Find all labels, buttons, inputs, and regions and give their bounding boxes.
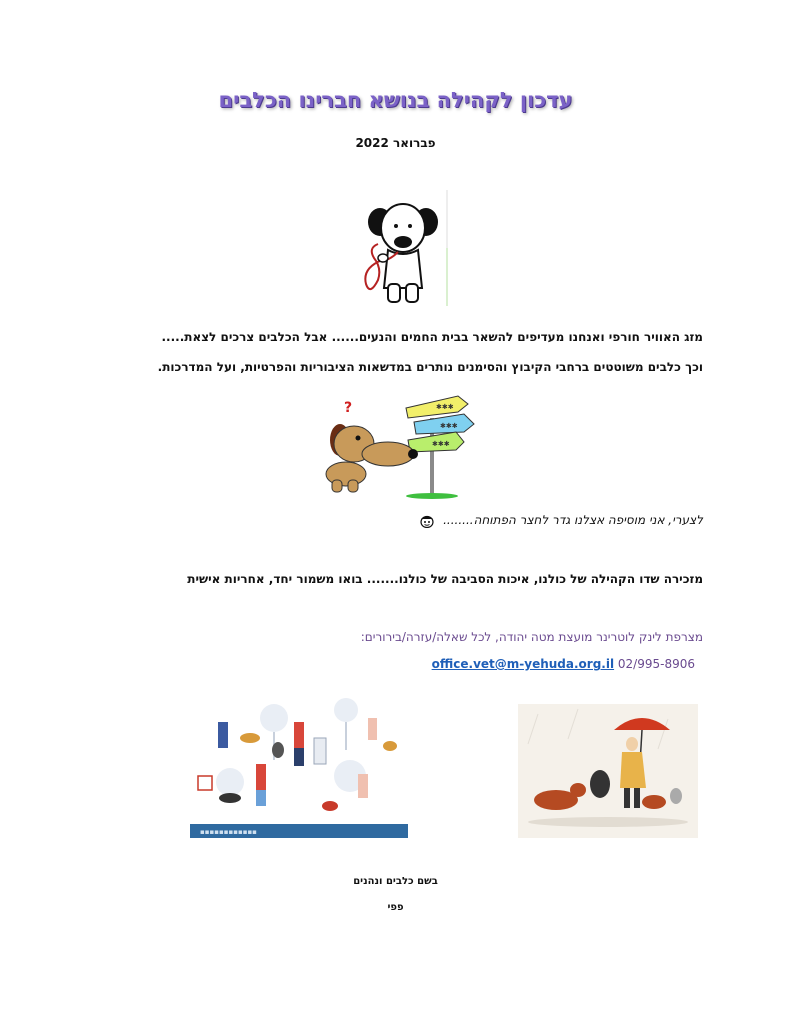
community-reminder: מזכירה שדו הקהילה של כולנו, איכות הסביבה של כולנו....... בואו משמור יחד, אחריות אישית [187,572,703,586]
signoff-line: בשם כלבים ונהנים [353,876,438,887]
signature: פפי [387,902,404,913]
svg-text:▪▪▪▪▪▪▪▪▪▪▪▪: ▪▪▪▪▪▪▪▪▪▪▪▪ [200,828,257,836]
paragraph-weather: מזג האוויר חורפי ואנחנו מעדיפים להשאר בבית החמים והנעים...... אבל הכלבים צרכים לצאת..... [161,330,703,344]
document-date: פברואר 2022 [355,136,436,150]
svg-text:✱✱✱: ✱✱✱ [436,403,454,411]
page-title: עדכון לקהילה בנושא חברינו הכלבים [218,88,573,112]
svg-text:✱✱✱: ✱✱✱ [432,440,450,448]
note-text: לצערי, אני מוסיפה אצלנו גדר לחצר הפתוחה........ [443,513,703,527]
vet-link-intro: מצרפת לינק לוטרינר מועצת מטה יהודה, לכל שאלה/עזרה/בירורים: [360,630,703,644]
vet-email-link[interactable]: office.vet@m-yehuda.org.il [431,657,615,671]
paragraph-dogs-roaming: וכך כלבים משוטטים ברחבי הקיבוץ והסימנים נותרים במדשאות הציבוריות והפרטיות, ועל המדרכות. [157,360,703,374]
dog-signpost-illustration [318,388,478,500]
dog-leash-illustration [352,188,462,308]
fence-note [419,513,703,528]
park-scene-illustration [190,688,408,838]
rain-walk-illustration [518,704,698,838]
vet-phone: 02/995-8906 [617,657,695,671]
svg-text:?: ? [344,400,353,416]
smiley-icon [419,514,435,528]
svg-text:✱✱✱: ✱✱✱ [440,422,458,430]
contact-line [432,657,703,671]
